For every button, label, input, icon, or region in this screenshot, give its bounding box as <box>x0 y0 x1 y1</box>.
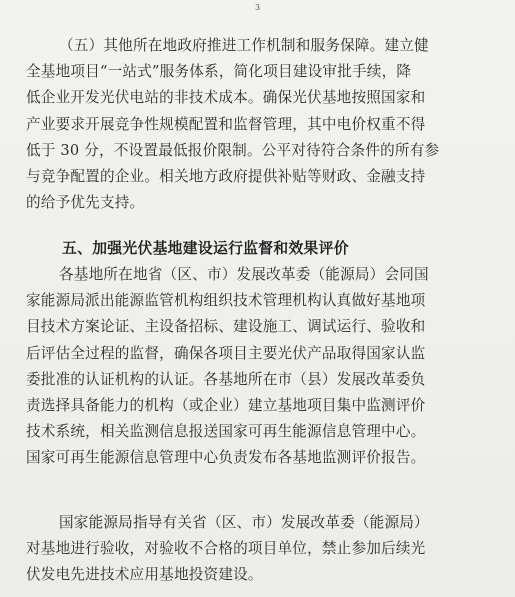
paragraph-line: 技术系统，相关监测信息报送国家可再生能源信息管理中心。 <box>26 423 426 441</box>
paragraph-line: 各基地所在地省（区、市）发展改革委（能源局）会同国 <box>59 266 429 283</box>
paragraph-line: 国家能源局指导有关省（区、市）发展改革委（能源局） <box>59 514 429 531</box>
paragraph-line: 对基地进行验收，对验收不合格的项目单位，禁止参加后续光 <box>26 540 426 558</box>
paragraph-line: 目技术方案论证、主设备招标、建设施工、调试运行、验收和 <box>26 318 426 336</box>
page-number: 3 <box>254 3 261 12</box>
paragraph-line: 委批准的认证机构的认证。各基地所在市（县）发展改革委负 <box>26 370 426 388</box>
paragraph-line: 与竞争配置的企业。相关地方政府提供补贴等财政、金融支持 <box>26 168 426 186</box>
paragraph-supervision <box>26 262 496 472</box>
paragraph-line: 国家可再生能源信息管理中心负责发布各基地监测评价报告。 <box>26 449 426 467</box>
paragraph-line: 全基地项目“一站式”服务体系，简化项目建设审批手续，降 <box>26 63 412 81</box>
paragraph-line: 产业要求开展竞争性规模配置和监督管理，其中电价权重不得 <box>26 115 426 133</box>
paragraph-line: （五）其他所在地政府推进工作机制和服务保障。建立健 <box>59 37 429 54</box>
paragraph-acceptance <box>26 510 496 589</box>
paragraph-line: 责选择具备能力的机构（或企业）建立基地项目集中监测评价 <box>26 397 426 415</box>
paragraph-line: 的给予优先支持。 <box>26 194 145 212</box>
paragraph-line: 低企业开发光伏电站的非技术成本。确保光伏基地按照国家和 <box>26 89 426 107</box>
paragraph-service-guarantee <box>26 33 496 216</box>
paragraph-line: 低于 30 分，不设置最低报价限制。公平对待符合条件的所有参 <box>26 141 440 159</box>
paragraph-line: 家能源局派出能源监管机构组织技术管理机构认真做好基地项 <box>26 292 426 310</box>
paragraph-line: 伏发电先进技术应用基地投资建设。 <box>26 566 263 584</box>
section-heading: 五、加强光伏基地建设运行监督和效果评价 <box>62 240 349 257</box>
paragraph-line: 后评估全过程的监督，确保各项目主要光伏产品取得国家认监 <box>26 344 426 362</box>
